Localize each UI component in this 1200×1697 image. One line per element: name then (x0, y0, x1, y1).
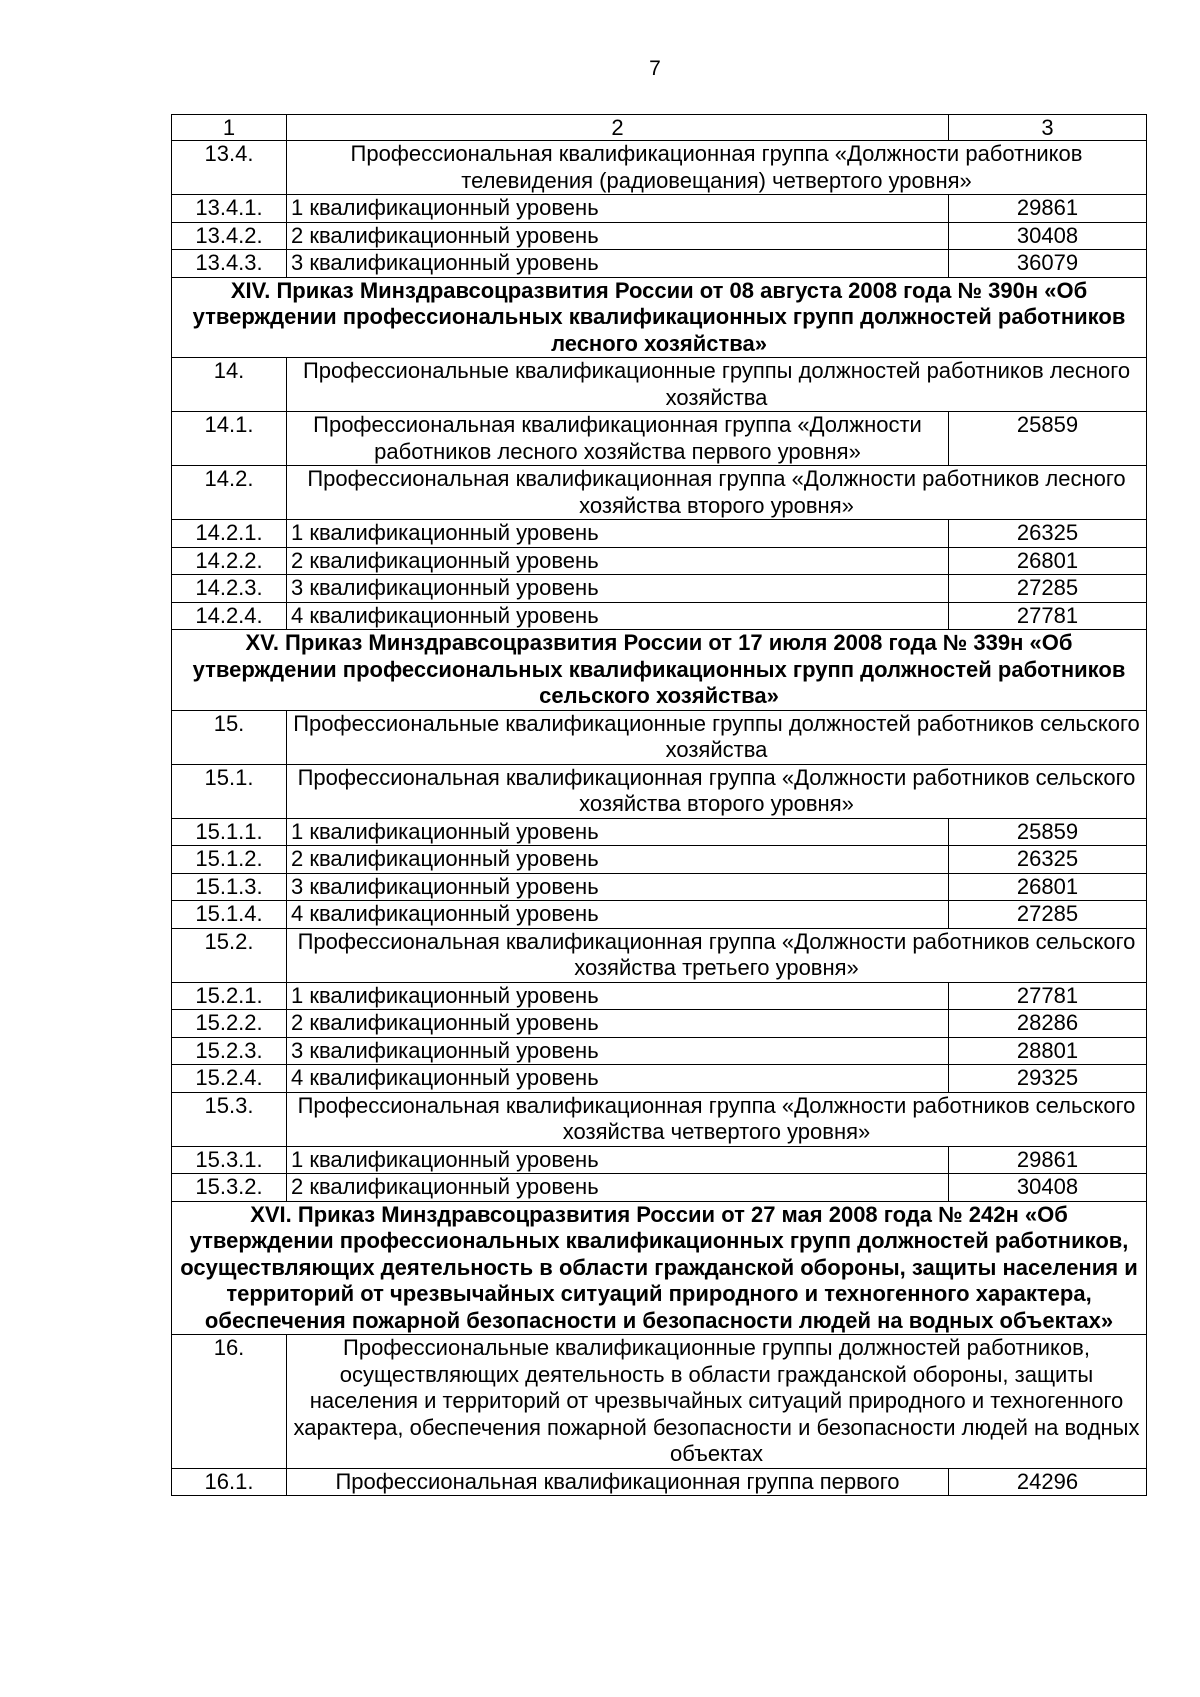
group-title: Профессиональная квалификационная группа «Должности работников лесного хозяйства первого уровня» (287, 412, 949, 466)
section-heading: XV. Приказ Минздравсоцразвития России от 17 июля 2008 года № 339н «Об утверждении профессиональных квалификационных групп должностей работников сельского хозяйства» (172, 630, 1147, 711)
qualification-level: 4 квалификационный уровень (287, 901, 949, 929)
group-row (172, 928, 1147, 982)
qualification-level: 2 квалификационный уровень (287, 846, 949, 874)
salary-value: 29861 (949, 1146, 1147, 1174)
table-row (172, 575, 1147, 603)
salary-value: 26325 (949, 846, 1147, 874)
qualification-level: 1 квалификационный уровень (287, 818, 949, 846)
salary-value: 27285 (949, 901, 1147, 929)
section-heading-row (172, 630, 1147, 711)
row-number: 13.4.1. (172, 195, 287, 223)
group-row (172, 466, 1147, 520)
row-number: 13.4. (172, 141, 287, 195)
row-number: 15.2.4. (172, 1065, 287, 1093)
group-title: Профессиональная квалификационная группа «Должности работников сельского хозяйства третьего уровня» (287, 928, 1147, 982)
row-number: 13.4.2. (172, 222, 287, 250)
salary-value: 36079 (949, 250, 1147, 278)
group-row (172, 1092, 1147, 1146)
qualification-level: 2 квалификационный уровень (287, 547, 949, 575)
table-row (172, 1010, 1147, 1038)
salary-value: 30408 (949, 222, 1147, 250)
salary-value: 28801 (949, 1037, 1147, 1065)
section-heading-row (172, 1201, 1147, 1335)
table-row (172, 982, 1147, 1010)
row-number: 15.1.4. (172, 901, 287, 929)
table-row (172, 846, 1147, 874)
header-col-2: 2 (287, 115, 949, 141)
qualification-level: 3 квалификационный уровень (287, 873, 949, 901)
group-row (172, 358, 1147, 412)
qualification-level: 1 квалификационный уровень (287, 520, 949, 548)
table-row (172, 547, 1147, 575)
section-heading: XVI. Приказ Минздравсоцразвития России от 27 мая 2008 года № 242н «Об утверждении профессиональных квалификационных групп должностей работников, осуществляющих деятельность в области гражданской обороны, защиты населения и территорий от чрезвычайных ситуаций природного и техногенного характера, обеспечения пожарной безопасности и безопасности людей на водных объектах» (172, 1201, 1147, 1335)
qualification-level: 3 квалификационный уровень (287, 250, 949, 278)
row-number: 15.1.1. (172, 818, 287, 846)
row-number: 15.3.2. (172, 1174, 287, 1202)
row-number: 14.2.1. (172, 520, 287, 548)
table-row (172, 602, 1147, 630)
group-title: Профессиональная квалификационная группа первого (287, 1468, 949, 1496)
salary-value: 28286 (949, 1010, 1147, 1038)
table-row (172, 818, 1147, 846)
group-row (172, 1335, 1147, 1469)
qualification-level: 3 квалификационный уровень (287, 1037, 949, 1065)
row-number: 14.2.2. (172, 547, 287, 575)
qualification-level: 4 квалификационный уровень (287, 602, 949, 630)
row-number: 14. (172, 358, 287, 412)
salary-value: 29325 (949, 1065, 1147, 1093)
row-number: 13.4.3. (172, 250, 287, 278)
qualification-level: 1 квалификационный уровень (287, 1146, 949, 1174)
salary-value: 25859 (949, 818, 1147, 846)
group-title: Профессиональная квалификационная группа «Должности работников сельского хозяйства второго уровня» (287, 764, 1147, 818)
salary-value: 29861 (949, 195, 1147, 223)
row-number: 15.2.3. (172, 1037, 287, 1065)
salary-value: 27781 (949, 982, 1147, 1010)
table-row (172, 1146, 1147, 1174)
row-number: 15. (172, 710, 287, 764)
table-row (172, 1065, 1147, 1093)
qualification-level: 1 квалификационный уровень (287, 982, 949, 1010)
salary-value: 26325 (949, 520, 1147, 548)
group-row (172, 1468, 1147, 1496)
table-row (172, 901, 1147, 929)
page-number: 7 (649, 57, 661, 80)
salary-value: 24296 (949, 1468, 1147, 1496)
qualification-level: 4 квалификационный уровень (287, 1065, 949, 1093)
row-number: 15.1. (172, 764, 287, 818)
row-number: 14.2.3. (172, 575, 287, 603)
row-number: 14.2. (172, 466, 287, 520)
section-heading: XIV. Приказ Минздравсоцразвития России от 08 августа 2008 года № 390н «Об утверждении профессиональных квалификационных групп должностей работников лесного хозяйства» (172, 277, 1147, 358)
group-row (172, 764, 1147, 818)
header-col-3: 3 (949, 115, 1147, 141)
group-row (172, 412, 1147, 466)
group-row (172, 710, 1147, 764)
row-number: 15.3. (172, 1092, 287, 1146)
group-title: Профессиональные квалификационные группы должностей работников, осуществляющих деятельность в области гражданской обороны, защиты населения и территорий от чрезвычайных ситуаций природного и техногенного характера, обеспечения пожарной безопасности и безопасности людей на водных объектах (287, 1335, 1147, 1469)
row-number: 15.3.1. (172, 1146, 287, 1174)
salary-table (171, 114, 1147, 1496)
section-heading-row (172, 277, 1147, 358)
row-number: 15.1.3. (172, 873, 287, 901)
salary-value: 27781 (949, 602, 1147, 630)
row-number: 14.1. (172, 412, 287, 466)
qualification-level: 1 квалификационный уровень (287, 195, 949, 223)
row-number: 15.2.1. (172, 982, 287, 1010)
salary-value: 27285 (949, 575, 1147, 603)
salary-value: 30408 (949, 1174, 1147, 1202)
group-title: Профессиональные квалификационные группы должностей работников сельского хозяйства (287, 710, 1147, 764)
qualification-level: 2 квалификационный уровень (287, 1174, 949, 1202)
qualification-level: 3 квалификационный уровень (287, 575, 949, 603)
group-title: Профессиональные квалификационные группы должностей работников лесного хозяйства (287, 358, 1147, 412)
qualification-level: 2 квалификационный уровень (287, 222, 949, 250)
group-title: Профессиональная квалификационная группа «Должности работников сельского хозяйства четвертого уровня» (287, 1092, 1147, 1146)
table-row (172, 250, 1147, 278)
table-header-row (172, 115, 1147, 141)
row-number: 16.1. (172, 1468, 287, 1496)
table-row (172, 520, 1147, 548)
table-row (172, 195, 1147, 223)
group-title: Профессиональная квалификационная группа «Должности работников телевидения (радиовещания) четвертого уровня» (287, 141, 1147, 195)
row-number: 14.2.4. (172, 602, 287, 630)
table-row (172, 1037, 1147, 1065)
row-number: 16. (172, 1335, 287, 1469)
qualification-level: 2 квалификационный уровень (287, 1010, 949, 1038)
header-col-1: 1 (172, 115, 287, 141)
row-number: 15.2. (172, 928, 287, 982)
table-row (172, 873, 1147, 901)
group-row (172, 141, 1147, 195)
row-number: 15.2.2. (172, 1010, 287, 1038)
group-title: Профессиональная квалификационная группа «Должности работников лесного хозяйства второго уровня» (287, 466, 1147, 520)
salary-value: 25859 (949, 412, 1147, 466)
row-number: 15.1.2. (172, 846, 287, 874)
table-row (172, 222, 1147, 250)
salary-value: 26801 (949, 547, 1147, 575)
salary-value: 26801 (949, 873, 1147, 901)
table-row (172, 1174, 1147, 1202)
